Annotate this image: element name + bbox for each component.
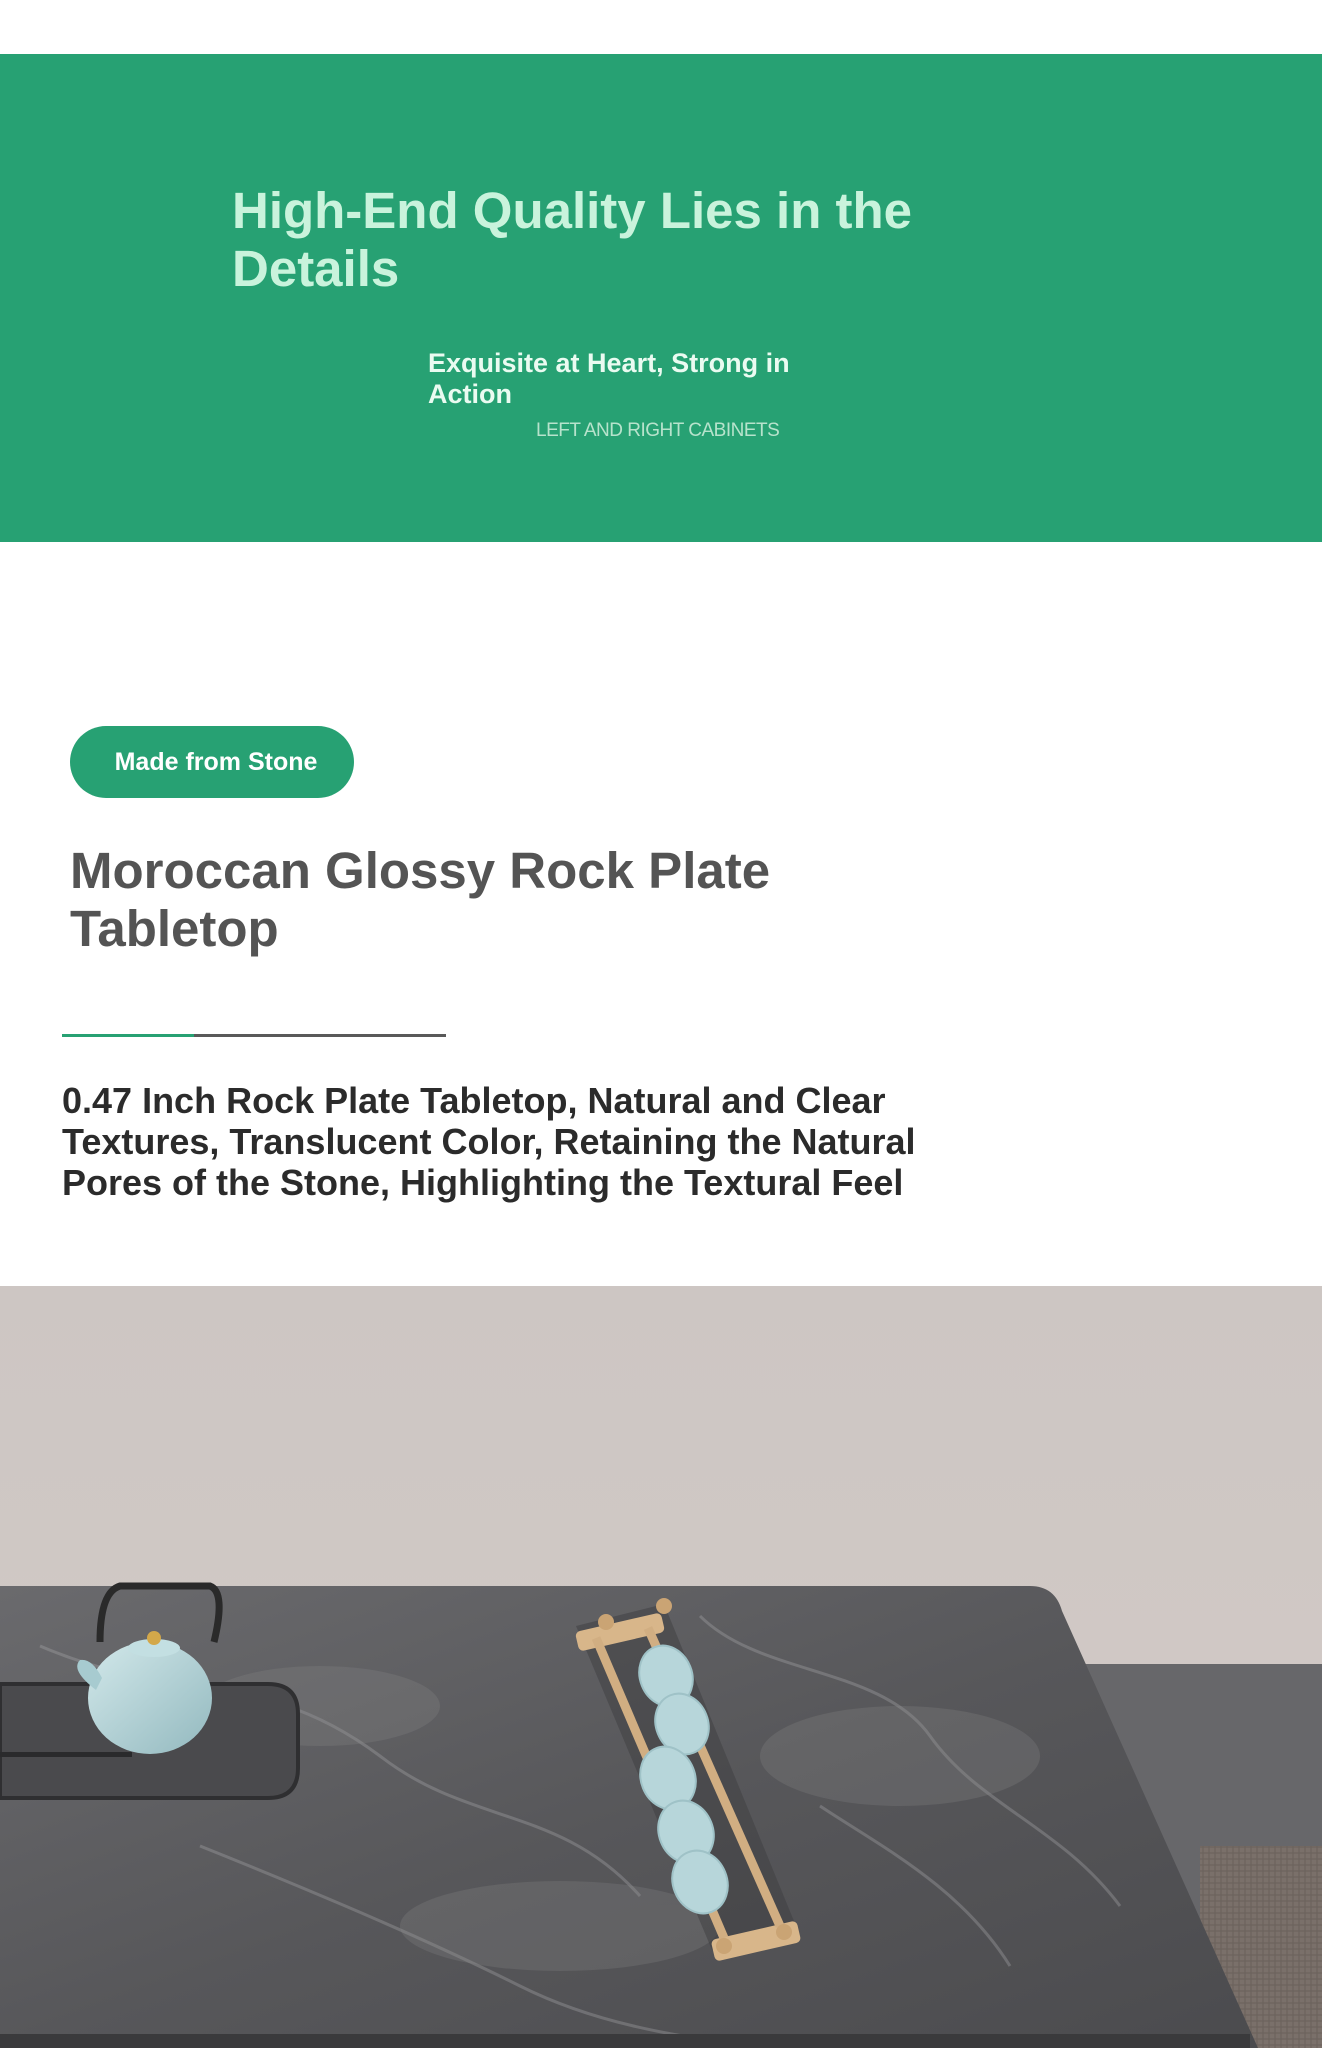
banner-caption: LEFT AND RIGHT CABINETS [536,420,780,441]
tabletop-photo [0,1286,1322,2048]
tabletop-photo-illustration [0,1286,1322,2048]
tray-drain-line [0,1752,132,1757]
material-badge-label: Made from Stone [114,747,318,776]
banner-title: High-End Quality Lies in the Details [232,182,913,297]
product-title: Moroccan Glossy Rock Plate Tabletop [70,842,771,957]
tabletop-edge [0,2034,1250,2048]
material-badge [70,726,354,798]
hero-banner [0,54,1322,542]
product-description: 0.47 Inch Rock Plate Tabletop, Natural and Clear Textures, Translucent Color, Retaining the Natural Pores of the Stone, Highlighting the Textural Feel [62,1080,916,1203]
section-divider [62,1034,446,1037]
divider-accent [62,1034,194,1037]
banner-subtitle: Exquisite at Heart, Strong in Action [428,348,790,409]
